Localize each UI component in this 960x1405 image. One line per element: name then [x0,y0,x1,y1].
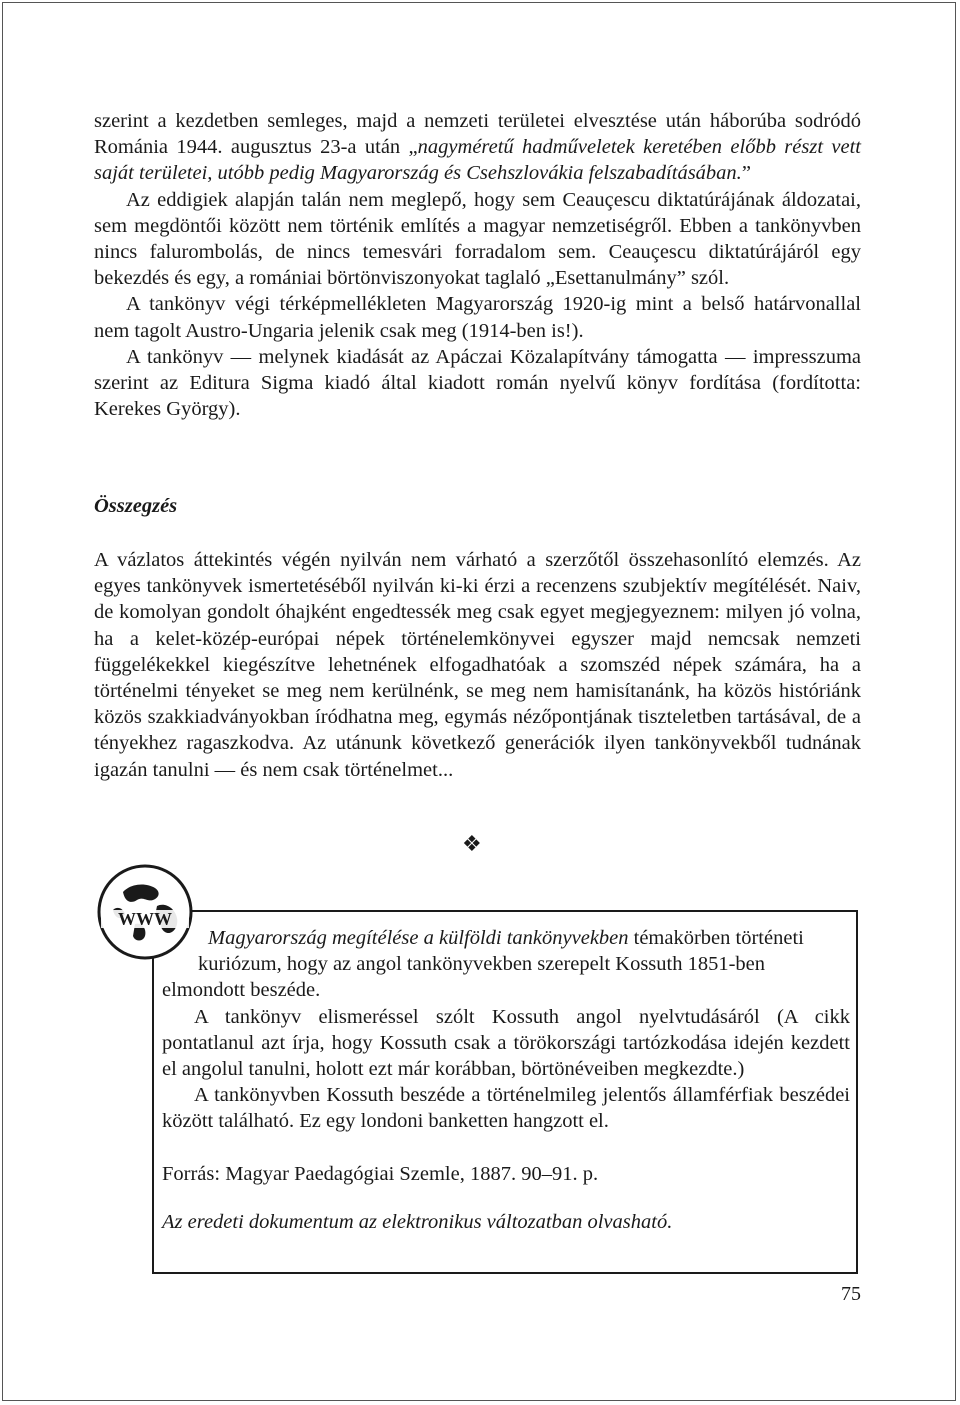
paragraph-1-quote-end: ” [741,162,751,185]
section-heading: Összegzés [94,495,178,517]
sidebar-box-content [162,925,850,1235]
paragraph-1-text: szerint a kezdetben semleges, majd a nemzeti területei elvesztése után háborúba sodródó Románia 1944. augusztus 23-a után „ [94,110,861,159]
paragraph-1-quote: nagyméretű hadműveletek keretében előbb részt vett saját területei, utóbb pedig Magyarország és Csehszlovákia felszabadításában. [94,136,861,185]
summary-paragraph: A vázlatos áttekintés végén nyilván nem várható a szerzőtől összehasonlító elemzés. Az egyes tankönyvek ismertetéséből nyilván ki-ki érzi a recenzens szubjektív megítélését. Naiv, de komolyan gondolt óhajként engedtessék meg csak egyet megjegyeznem: milyen jó volna, ha a kelet-közép-európai népek történelemkönyvei egyszer majd nemcsak nemzeti függelékekkel kiegészítve lehetnének elfogadhatóak a szomszéd népek számára, ha a történelmi tényeket se meg nem kerülnénk, se meg nem hamisítanánk, ha közös históriánk közös szakkiadványokban íródhatna meg, egymás nézőpontjának tiszteletben tartásával, de a tényekhez ragaszkodva. Az utánunk következő generációk ilyen tankönyvekből tudnának igazán tanulni — és nem csak történelmet... [94,549,861,781]
summary-text [94,547,861,783]
paragraph-3: A tankönyv végi térképmellékleten Magyarország 1920-ig mint a belső határvonallal nem tagolt Austro-Ungaria jelenik csak meg (1914-ben is!). [94,293,861,342]
box-line-1 [162,925,850,951]
box-line-2: kuriózum, hogy az angol tankönyvekben szerepelt Kossuth 1851-ben [198,953,766,976]
body-text [94,108,861,422]
diamond-divider-icon: ❖ [462,832,482,857]
paragraph-1 [94,108,861,187]
box-paragraph-3: A tankönyvben Kossuth beszéde a történelmileg jelentős államférfiak beszédei között található. Ez egy londoni banketten hangzott el. [162,1084,850,1133]
box-line-1-rest: témakörben történeti [628,927,804,949]
box-line-3: elmondott beszéde. [162,979,321,1002]
box-paragraph-2: A tankönyv elismeréssel szólt Kossuth angol nyelvtudásáról (A cikk pontatlanul azt írja, hogy Kossuth csak a törökországi tartózkodása idején kezdett el angolul tanulni, holott ezt már korábban, börtönéveiben megkezdte.) [162,1005,850,1081]
box-note: Az eredeti dokumentum az elektronikus változatban olvasható. [162,1210,673,1233]
paragraph-4: A tankönyv — melynek kiadását az Apáczai Közalapítvány támogatta — impresszuma szerint az Editura Sigma kiadó által kiadott román nyelvű könyv fordítása (fordította: Kerekes György). [94,345,861,421]
page-number: 75 [841,1283,861,1305]
box-topic: Magyarország megítélése a külföldi tankönyvekben [208,927,629,949]
globe-logo-text: WWW [118,909,172,929]
box-source: Forrás: Magyar Paedagógiai Szemle, 1887. 90–91. p. [162,1162,599,1185]
paragraph-2: Az eddigiek alapján talán nem meglepő, hogy sem Ceauçescu diktatúrájának áldozatai, sem megdöntői között nem történik említés a magyar nemzetiségről. Ebben a tankönyvben nincs falurombolás, de nincs temesvári forradalom sem. Ceauçescu diktatúrájáról egy bekezdés és egy, a romániai börtönviszonyokat taglaló „Esettanulmány” szól. [94,188,861,290]
